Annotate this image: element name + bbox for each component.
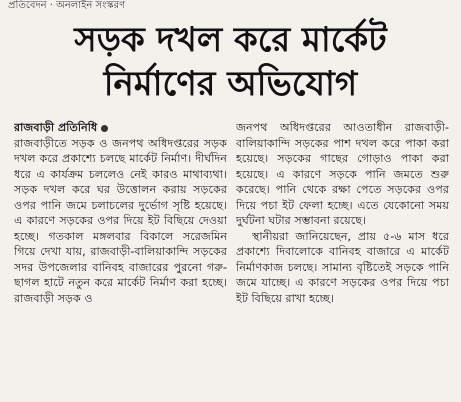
headline-line-1: সড়ক দখল করে মার্কেট — [74, 20, 387, 60]
article-paragraph-right-1: জনপথ অধিদপ্তরের আওতাধীন রাজবাড়ী-বালিয়াকান্দি সড়কের পাশ দখল করে পাকা করা হয়েছে। সড়কের গাছের গোড়াও পাকা করা হয়েছে। এ কারণে সড়কে পানি জমতে শুরু করেছে। পানি থেকে রক্ষা পেতে সড়কের ওপর দিয়ে পচা ইট ফেলা হচ্ছে। এতে যেকোনো সময় দুর্ঘটনা ঘটার সম্ভাবনা রয়েছে। — [236, 121, 449, 227]
article-column-left — [14, 120, 227, 400]
headline — [0, 18, 461, 106]
article-paragraph-right-2: স্থানীয়রা জানিয়েছেন, প্রায় ৫-৬ মাস ধরে প্রকাশ্যে দিবালোকে বানিবহ বাজারে এ মার্কেট নির্মাণকাজ চলছে। সামান্য বৃষ্টিতেই সড়কে পানি জমে যাচ্ছে। এ কারণে সড়কের ওপর দিয়ে পচা ইট বিছিয়ে রাখা হচ্ছে। — [236, 229, 449, 305]
byline: রাজবাড়ী প্রতিনিধি — [14, 121, 98, 134]
article-paragraph-left: রাজবাড়ীতে সড়ক ও জনপথ অধিদপ্তরের সড়ক দখল করে প্রকাশ্যে চলছে মার্কেট নির্মাণ। দীর্ঘদিন ধরে এ কার্যক্রম চললেও নেই কারও মাথাব্যথা। সড়ক দখল করে ঘর উত্তোলন করায় সড়কের ওপর পানি জমে চলাচলের দুর্ভোগ সৃষ্টি হয়েছে। এ কারণে সড়কের ওপর দিয়ে ইট বিছিয়ে দেওয়া হচ্ছে। গতকাল মঙ্গলবার বিকালে সরেজমিন গিয়ে দেখা যায়, রাজবাড়ী-বালিয়াকান্দি সড়কের সদর উপজেলার বানিবহ বাজারের পুরনো গরু-ছাগল হাটে নতুন করে মার্কেট নির্মাণ করা হচ্ছে। রাজবাড়ী সড়ক ও — [14, 136, 227, 305]
headline-line-2: নির্মাণের অভিযোগ — [103, 64, 358, 104]
article-column-right — [236, 120, 449, 400]
top-cut-strip: প্রতিবেদন · অনলাইন সংস্করণ — [8, 0, 126, 11]
bullet-icon — [101, 125, 108, 132]
